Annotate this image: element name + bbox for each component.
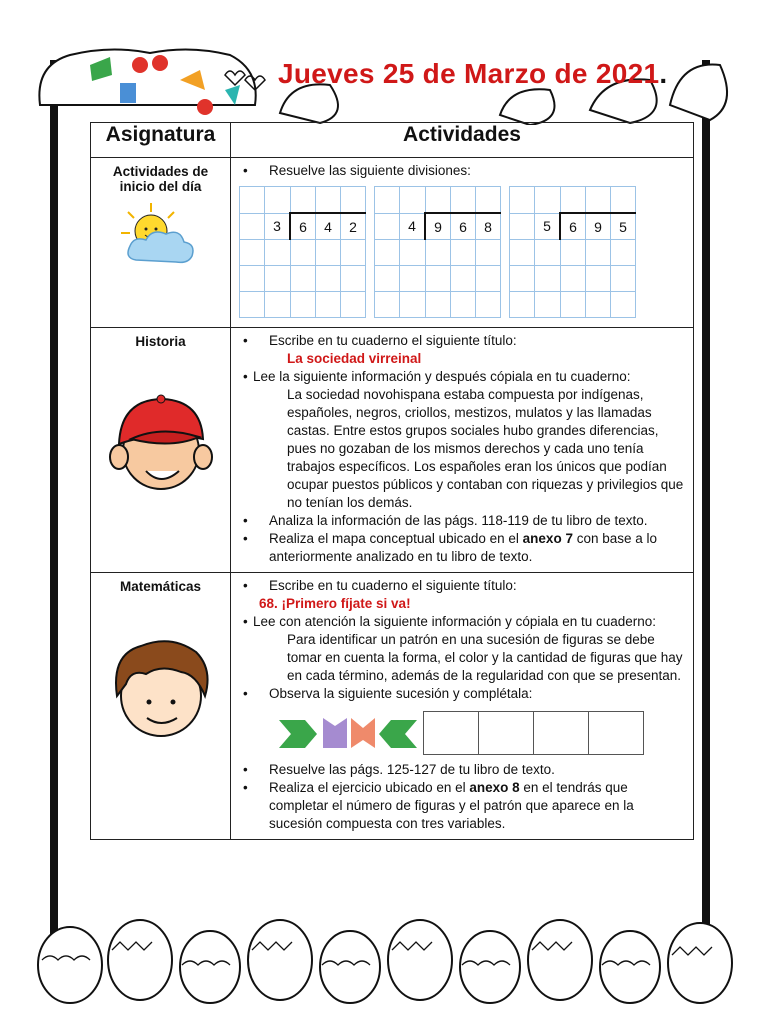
mate-title: 68. ¡Primero fíjate si va! bbox=[259, 596, 411, 611]
column-header-activities: Actividades bbox=[231, 123, 694, 158]
mate-text: Para identificar un patrón en una sucesión de figuras se debe tomar en cuenta la forma, el color y la cantidad de figuras que hay en cada término, además de la regularidad con que se presentan. bbox=[287, 632, 683, 683]
division-grid-1: 3 6 4 2 bbox=[239, 186, 366, 318]
mate-instruction-pages: • Resuelve las págs. 125-127 de tu libro de texto. bbox=[239, 761, 685, 779]
sequence-blank bbox=[589, 711, 644, 755]
subject-matematicas: Matemáticas bbox=[91, 573, 231, 840]
activities-inicio bbox=[231, 158, 694, 328]
historia-instruction-analyze: • Analiza la información de las págs. 118-119 de tu libro de texto. bbox=[239, 512, 685, 530]
figure-sequence bbox=[275, 711, 685, 755]
mate-instruction-title: • Escribe en tu cuaderno el siguiente título: bbox=[239, 577, 685, 595]
arrow-shapes-icon bbox=[275, 712, 423, 754]
column-header-subject: Asignatura bbox=[91, 123, 231, 158]
subject-historia: Historia bbox=[91, 328, 231, 573]
page-title: Jueves 25 de Marzo de 2021. bbox=[278, 58, 668, 89]
easter-eggs-decoration bbox=[30, 905, 740, 1005]
boy-brown-hair-icon bbox=[101, 634, 221, 744]
division-grids bbox=[239, 186, 685, 318]
historia-text: La sociedad novohispana estaba compuesta por indígenas, españoles, negros, criollos, mestizos, mulatos y las llamadas castas. Entre estos grupos sociales hubo grandes diferencias, pues no gozaban de los mismos derechos y cada uno tenía trabajos específicos. Los españoles eran los únicos que podían ocupar puestos públicos y contaban con riquezas y privilegios que no tenían los demás. bbox=[287, 387, 684, 510]
sequence-blank bbox=[534, 711, 589, 755]
mate-instruction-exercise: • Realiza el ejercicio ubicado en el anexo 8 en el tendrás que completar el número de figuras y el patrón que aparece en la sucesión compuesta con tres variables. bbox=[239, 779, 685, 833]
historia-instruction-read: • Lee la siguiente información y después cópiala en tu cuaderno: bbox=[239, 368, 685, 386]
mate-instruction-sequence: • Observa la siguiente sucesión y complétala: bbox=[239, 685, 685, 703]
activities-historia bbox=[231, 328, 694, 573]
historia-instruction-title: • Escribe en tu cuaderno el siguiente título: bbox=[239, 332, 685, 350]
division-grid-2: 4 9 6 8 bbox=[374, 186, 501, 318]
activities-table bbox=[90, 122, 694, 840]
activities-matematicas bbox=[231, 573, 694, 840]
sequence-blank bbox=[479, 711, 534, 755]
historia-instruction-map: • Realiza el mapa conceptual ubicado en el anexo 7 con base a lo anteriormente analizado en tu libro de texto. bbox=[239, 530, 685, 566]
subject-inicio: Actividades de inicio del día bbox=[91, 158, 231, 328]
historia-title: La sociedad virreinal bbox=[287, 351, 422, 366]
sun-cloud-icon bbox=[116, 198, 206, 273]
mate-instruction-read: • Lee con atención la siguiente información y cópiala en tu cuaderno: bbox=[239, 613, 685, 631]
instruction-divisions: • Resuelve las siguiente divisiones: bbox=[239, 162, 685, 180]
boy-red-cap-icon bbox=[101, 389, 221, 499]
division-grid-3: 5 6 9 5 bbox=[509, 186, 636, 318]
sequence-blank bbox=[423, 711, 479, 755]
